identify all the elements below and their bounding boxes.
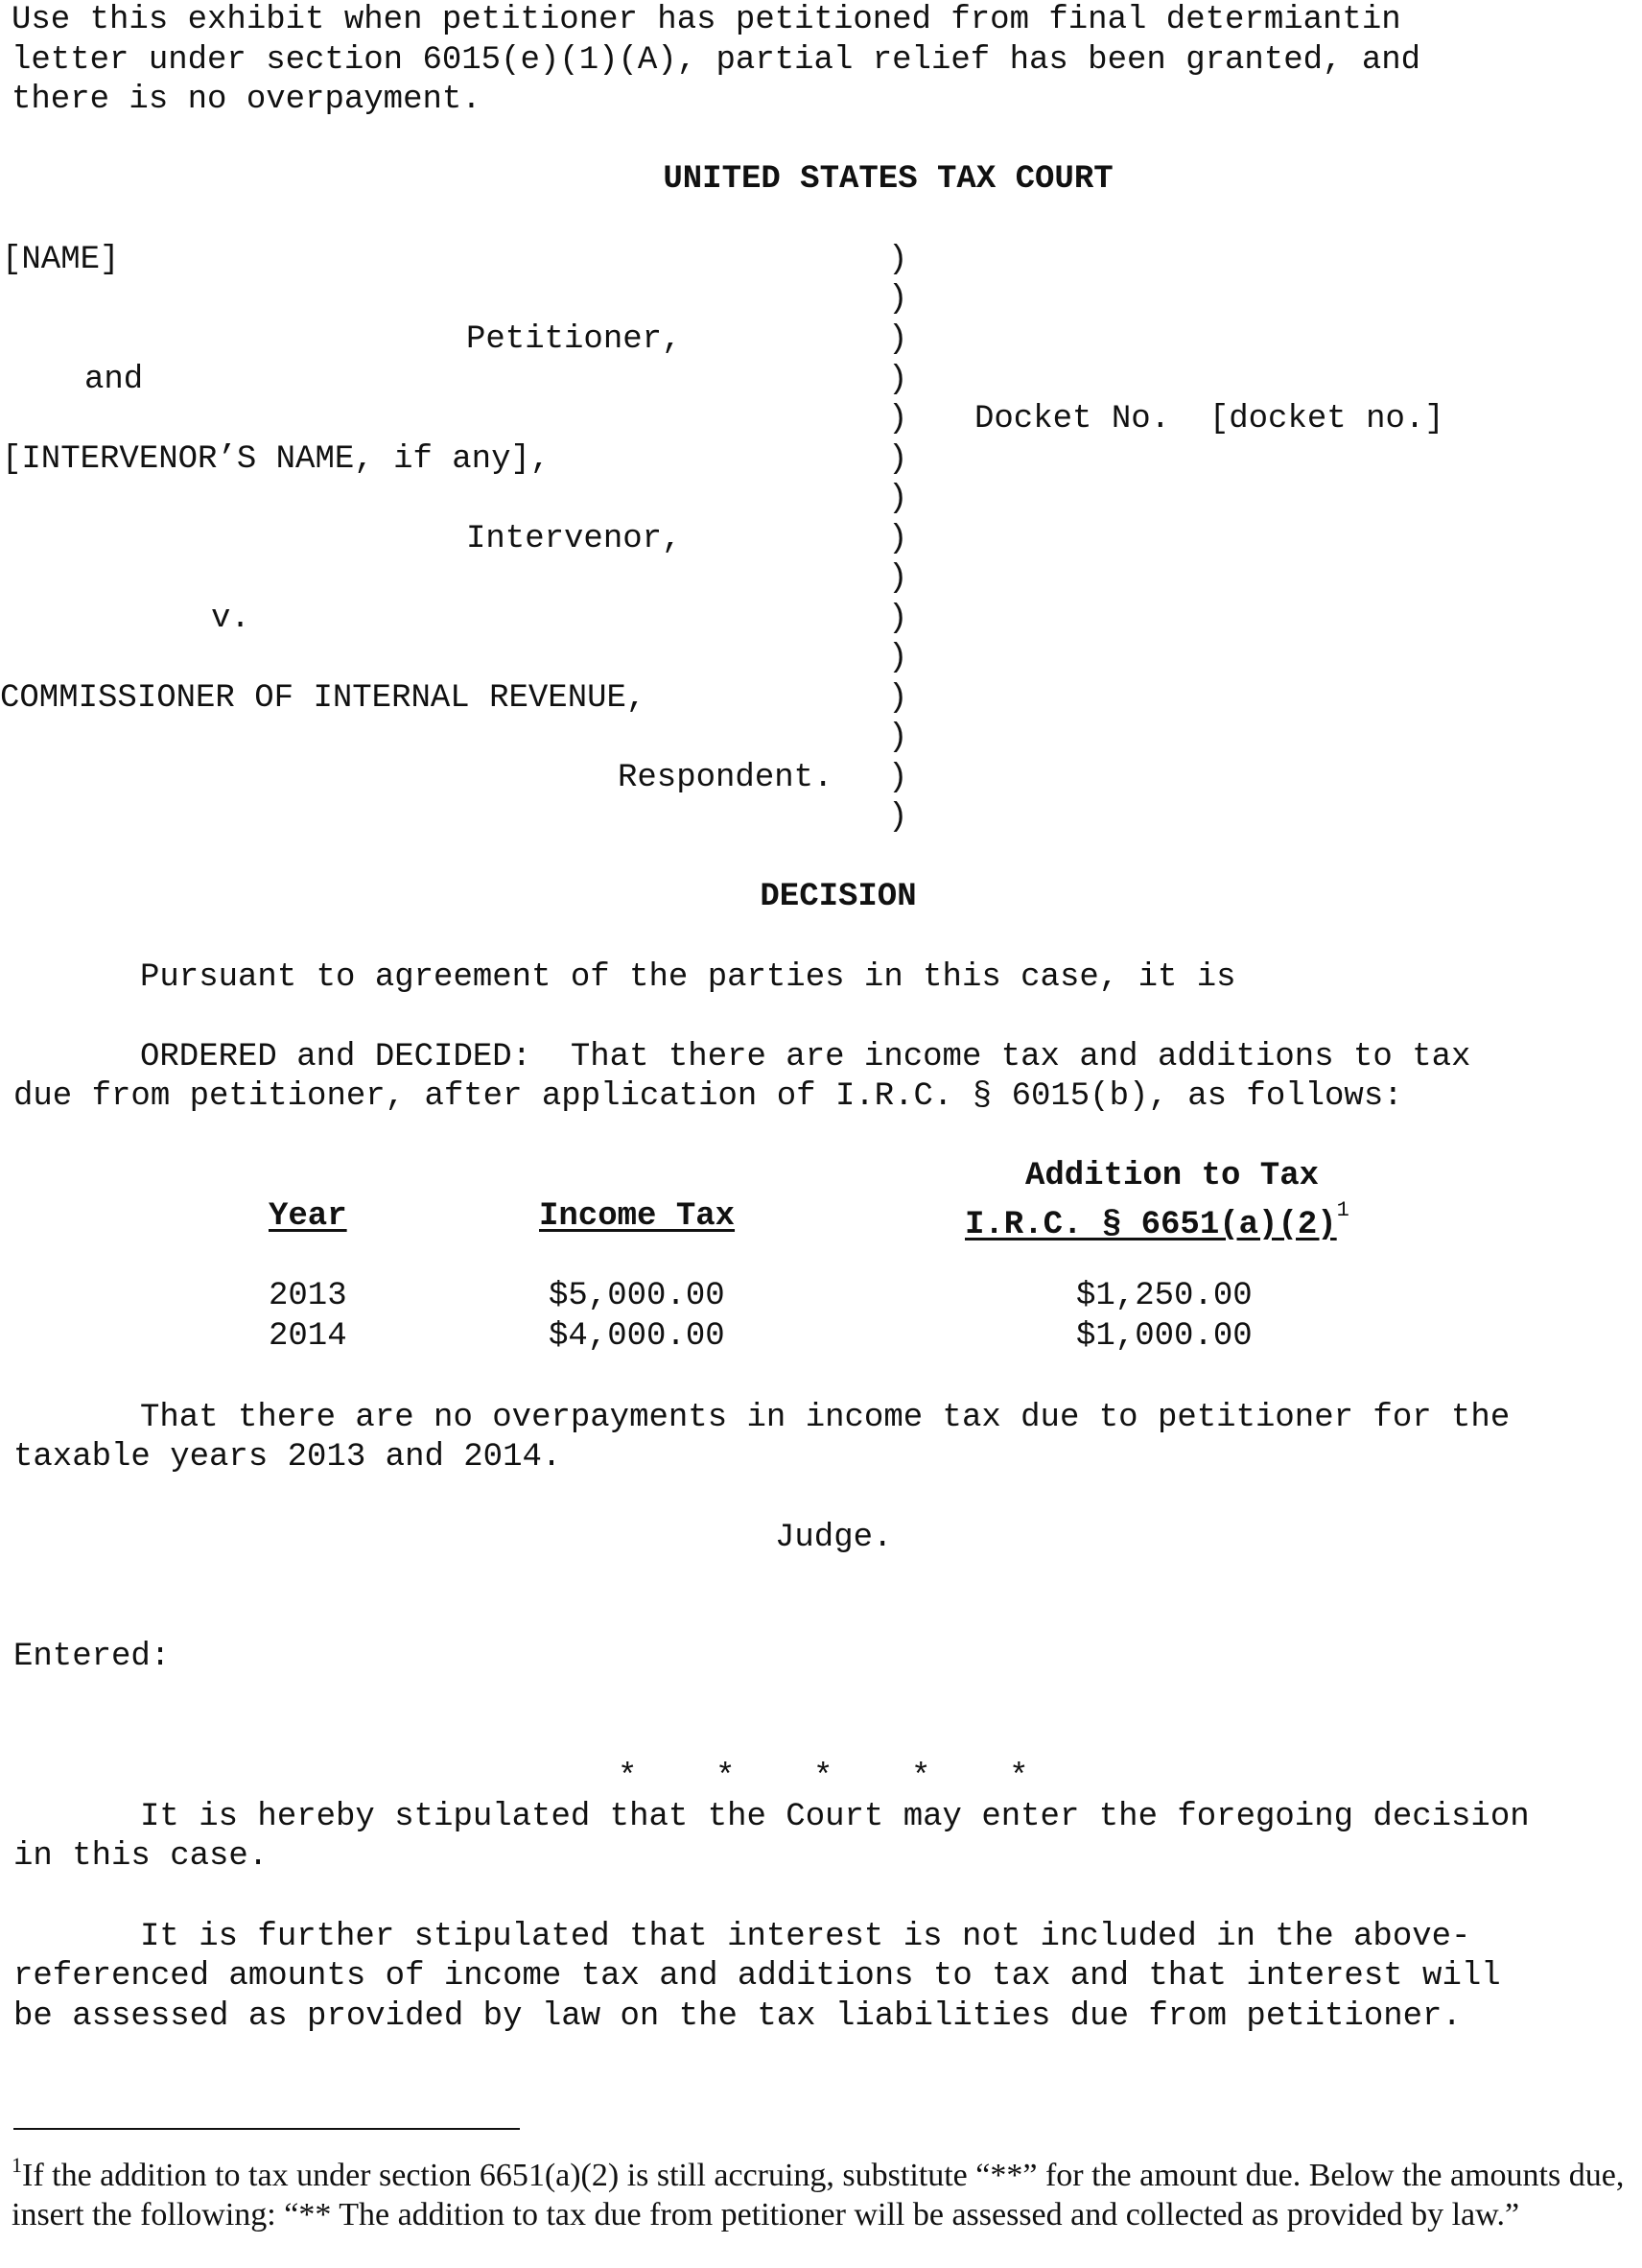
paren: ) [888, 720, 908, 756]
overpayment-line-2: taxable years 2013 and 2014. [13, 1439, 562, 1476]
versus-label: v. [211, 601, 250, 637]
col-year-label: Year [269, 1198, 347, 1235]
intervenor-label: Intervenor, [466, 521, 682, 557]
paren: ) [888, 362, 908, 398]
instruction-line-2: letter under section 6015(e)(1)(A), partial relief has been granted, and [12, 42, 1421, 79]
row-addition: $1,250.00 [1076, 1278, 1253, 1314]
col-addition-label: I.R.C. § 6651(a)(2) [965, 1207, 1337, 1243]
instruction-line-3: there is no overpayment. [12, 82, 481, 118]
ordered-line-2: due from petitioner, after application of I.R.C. § 6015(b), as follows: [13, 1078, 1403, 1115]
ordered-line-1: ORDERED and DECIDED: That there are income tax and additions to tax [140, 1039, 1471, 1075]
stipulation-2-line-2: referenced amounts of income tax and additions to tax and that interest will [13, 1958, 1501, 1995]
paren: ) [888, 760, 908, 796]
overpayment-line-1: That there are no overpayments in income tax due to petitioner for the [140, 1400, 1511, 1436]
paren: ) [888, 680, 908, 717]
paren: ) [888, 601, 908, 637]
paren: ) [888, 321, 908, 358]
intervenor-name: [INTERVENOR’S NAME, if any], [2, 441, 551, 478]
row-year: 2014 [269, 1318, 347, 1355]
paren: ) [888, 481, 908, 517]
section-separator: * * * * * [618, 1760, 1029, 1796]
paren: ) [888, 441, 908, 478]
and-label: and [84, 362, 144, 398]
stipulation-2-line-1: It is further stipulated that interest is not included in the above- [140, 1919, 1471, 1955]
petitioner-label: Petitioner, [466, 321, 682, 358]
petitioner-name: [NAME] [2, 242, 120, 278]
paren: ) [888, 242, 908, 278]
respondent-name: COMMISSIONER OF INTERNAL REVENUE, [0, 680, 646, 717]
paren: ) [888, 281, 908, 318]
footnote-mark: 1 [12, 2153, 22, 2177]
stipulation-1-line-2: in this case. [13, 1838, 269, 1875]
paren: ) [888, 640, 908, 676]
footnote-divider [13, 2128, 520, 2130]
footnote [12, 2145, 1632, 2234]
paren: ) [888, 799, 908, 836]
docket-number: Docket No. [docket no.] [974, 401, 1444, 437]
decision-title: DECISION [760, 879, 917, 915]
paren: ) [888, 401, 908, 437]
col-income-header [539, 1200, 735, 1233]
pursuant-paragraph: Pursuant to agreement of the parties in this case, it is [140, 959, 1236, 996]
paren: ) [888, 521, 908, 557]
court-title: UNITED STATES TAX COURT [663, 161, 1114, 198]
row-income-tax: $4,000.00 [549, 1318, 725, 1355]
instruction-line-1: Use this exhibit when petitioner has petitioned from final determiantin [12, 2, 1401, 38]
footnote-ref: 1 [1336, 1198, 1349, 1222]
row-income-tax: $5,000.00 [549, 1278, 725, 1314]
entered-label: Entered: [13, 1639, 171, 1675]
stipulation-1-line-1: It is hereby stipulated that the Court may enter the foregoing decision [140, 1799, 1530, 1835]
col-income-label: Income Tax [539, 1198, 736, 1235]
col-addition-top: Addition to Tax [1024, 1158, 1320, 1194]
footnote-text: If the addition to tax under section 6651(a)(2) is still accruing, substitute “**” for the amount due. Below the amounts due, insert the following: “** The addition to tax due from petitioner will be assessed and collected as provided by law.” [12, 2158, 1625, 2233]
respondent-label: Respondent. [618, 760, 833, 796]
row-addition: $1,000.00 [1076, 1318, 1253, 1355]
col-addition-header [965, 1200, 1349, 1241]
judge-label: Judge. [775, 1520, 893, 1556]
paren: ) [888, 560, 908, 597]
row-year: 2013 [269, 1278, 347, 1314]
stipulation-2-line-3: be assessed as provided by law on the tax liabilities due from petitioner. [13, 1998, 1462, 2035]
col-year-header [269, 1200, 347, 1233]
